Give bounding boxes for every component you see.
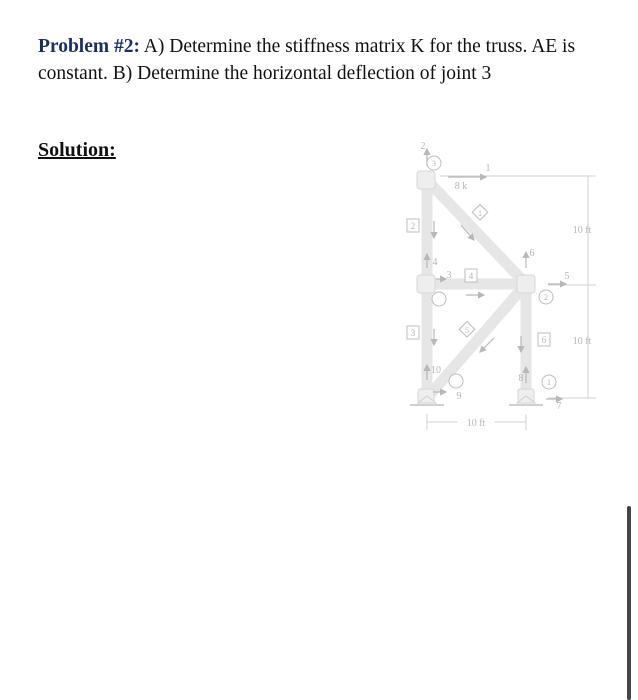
dim-label-top: 10 ft <box>572 225 592 236</box>
node-label-3: 3 <box>432 159 436 168</box>
dof-4: 4 <box>432 257 438 268</box>
node-label-1: 1 <box>547 378 551 387</box>
node-label-2: 2 <box>544 293 548 302</box>
dof-6: 6 <box>529 248 535 259</box>
joint-left-middle <box>417 275 435 293</box>
dof-7: 7 <box>556 401 562 412</box>
dim-label-bottom: 10 ft <box>572 336 592 347</box>
dof-9: 9 <box>456 391 462 402</box>
scrollbar[interactable] <box>627 506 631 700</box>
joint-right-middle <box>517 275 535 293</box>
member-label-2: 2 <box>410 221 416 231</box>
problem-text: A) Determine the stiffness matrix K for the truss. AE is constant. B) Determine the horizontal deflection of joint 3 <box>38 36 576 84</box>
dof-2: 2 <box>420 141 426 152</box>
dof-3: 3 <box>446 270 452 281</box>
solution-heading: Solution: <box>38 139 116 161</box>
member-label-3: 3 <box>410 328 416 338</box>
dof-1: 1 <box>485 163 491 174</box>
member-top-diagonal <box>427 180 526 284</box>
dof-10: 10 <box>431 365 441 376</box>
member-label-6: 6 <box>541 335 547 345</box>
load-label: 8 k <box>454 181 468 192</box>
joint-top <box>417 171 435 189</box>
dof-8: 8 <box>518 373 524 384</box>
member-label-4: 4 <box>468 271 474 281</box>
member-label-1: 1 <box>478 209 482 218</box>
dof-5: 5 <box>564 271 570 282</box>
member-label-5: 5 <box>465 326 469 335</box>
dim-label-horizontal: 10 ft <box>466 418 486 429</box>
problem-label: Problem #2: <box>38 36 140 57</box>
